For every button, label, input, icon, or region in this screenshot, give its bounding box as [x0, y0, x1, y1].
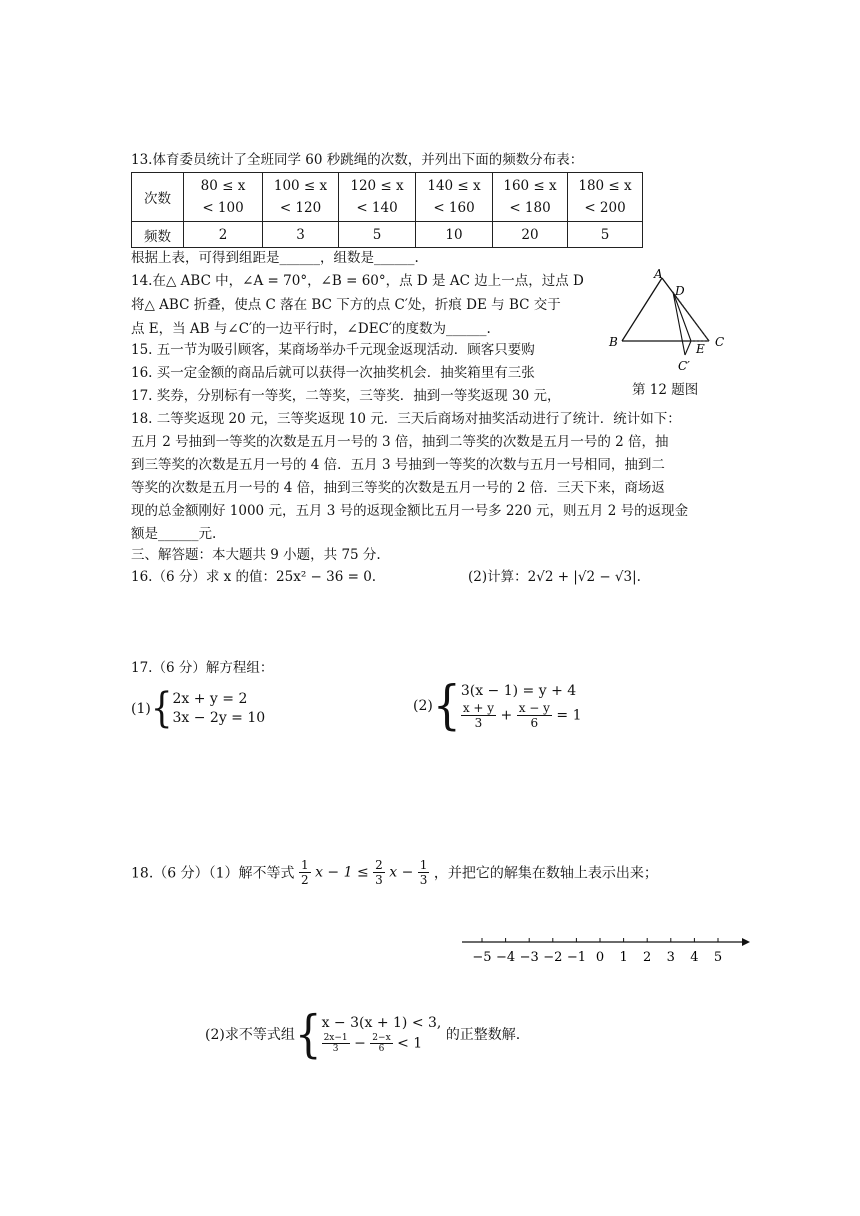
- label-d: D: [675, 284, 685, 298]
- freq-cell: 20: [493, 222, 568, 248]
- freq-cell: 2: [184, 222, 263, 248]
- fraction: $\frac{x - y}{6}$: [518, 701, 550, 730]
- fraction: $\frac{2x-1}{3}$: [323, 1033, 348, 1054]
- axis-tick-label: 2: [643, 950, 652, 965]
- q13-after: 根据上表，可得到组距是______，组数是______.: [131, 250, 419, 266]
- range-cell: 100 ≤ x < 120: [263, 173, 339, 222]
- q15-line6: 到三等奖的次数是五月一号的 4 倍．五月 3 号抽到一等奖的次数与五月一号相同，抽到二: [131, 457, 665, 473]
- fraction: $\frac{1}{3}$: [419, 858, 428, 887]
- axis-tick-label: 0: [595, 950, 605, 965]
- axis-tick-label: −3: [519, 950, 539, 965]
- q17-p1-eq1: 2x + y = 2: [172, 691, 248, 707]
- freq-cell: 10: [416, 222, 493, 248]
- q18-part1: 18.（6 分）（1）解不等式 $\frac{1}{2}$ x − 1 ≤ $\frac{2}{3}$ x − $\frac{1}{3}$ ，并把它的解集在数轴上表示出来；: [131, 858, 658, 887]
- freq-cell: 5: [339, 222, 416, 248]
- range-cell: 160 ≤ x < 180: [493, 173, 568, 222]
- q15-line7: 等奖的次数是五月一号的 4 倍，抽到三等奖的次数是五月一号的 2 倍．三天下来，商场返: [131, 480, 665, 496]
- axis-tick-label: −4: [496, 950, 516, 965]
- fraction: $\frac{2}{3}$: [375, 858, 383, 887]
- q15-line9: 额是______元.: [131, 526, 217, 542]
- axis-tick-label: 3: [666, 950, 675, 965]
- label-e: E: [696, 342, 705, 356]
- q16-part1: 16.（6 分）求 x 的值：25x² − 36 = 0.: [131, 569, 377, 585]
- triangle-figure: [605, 268, 730, 378]
- q17-p2-eq1: 3(x − 1) = y + 4: [460, 683, 577, 699]
- freq-cell: 3: [263, 222, 339, 248]
- q14-line3: 点 E，当 AB 与∠C′的一边平行时，∠DEC′的度数为______.: [131, 321, 491, 337]
- freq-cell: 5: [568, 222, 643, 248]
- axis-tick-label: −2: [543, 950, 563, 965]
- section-heading: 三、解答题：本大题共 9 小题，共 75 分.: [131, 547, 381, 563]
- range-cell: 120 ≤ x < 140: [339, 173, 416, 222]
- q17-title: 17.（6 分）解方程组：: [131, 660, 274, 676]
- q18-part2: (2)求不等式组{ x − 3(x + 1) < 3, $\frac{2x-1}{3}$ − $\frac{2-x}{6}$ < 1 的正整数解.: [205, 1004, 521, 1063]
- range-cell: 140 ≤ x < 160: [416, 173, 493, 222]
- label-a: A: [654, 268, 663, 281]
- q15-line1: 15. 五一节为吸引顾客，某商场举办千元现金返现活动．顾客只要购: [131, 342, 535, 358]
- fraction: $\frac{x + y}{3}$: [462, 701, 495, 730]
- q15-line2: 16. 买一定金额的商品后就可以获得一次抽奖机会．抽奖箱里有三张: [131, 365, 535, 381]
- fraction: $\frac{1}{2}$: [300, 858, 309, 887]
- q18-p2-eq1: x − 3(x + 1) < 3,: [321, 1015, 442, 1031]
- q15-line4: 18. 二等奖返现 20 元，三等奖返现 10 元．三天后商场对抽奖活动进行了统计．统计如下：: [131, 411, 681, 427]
- q15-line5: 五月 2 号抽到一等奖的次数是五月一号的 3 倍，抽到二等奖的次数是五月一号的 2 倍，抽: [131, 434, 669, 450]
- table-row: [132, 222, 643, 248]
- figure-caption: 第 12 题图: [632, 382, 699, 398]
- axis-tick-label: 5: [713, 950, 723, 965]
- axis-tick-label: −1: [566, 950, 586, 965]
- axis-tick-label: 4: [690, 950, 699, 965]
- row-label-count: 次数: [132, 173, 184, 222]
- q16-part2: (2)计算：2√2 + |√2 − √3|.: [468, 569, 641, 585]
- table-row: [132, 173, 643, 222]
- label-c: C: [715, 335, 725, 349]
- q17-p1-label: (1): [131, 701, 151, 717]
- q13-intro: 13.体育委员统计了全班同学 60 秒跳绳的次数，并列出下面的频数分布表：: [131, 152, 584, 168]
- axis-tick-label: −5: [472, 950, 492, 965]
- number-line: [458, 932, 756, 968]
- q14-line1: 14.在△ ABC 中，∠A = 70°，∠B = 60°，点 D 是 AC 边上一点，过点 D: [131, 273, 584, 289]
- axis-tick-label: 1: [619, 950, 628, 965]
- q15-line3: 17. 奖券，分别标有一等奖，二等奖，三等奖．抽到一等奖返现 30 元，: [131, 388, 561, 404]
- brace-icon: {: [150, 685, 173, 733]
- range-cell: 80 ≤ x < 100: [184, 173, 263, 222]
- frequency-table: [131, 172, 643, 248]
- brace-icon: {: [432, 674, 461, 736]
- brace-icon: {: [294, 1004, 322, 1063]
- q17-p2-label: (2): [413, 698, 433, 714]
- q17-system-2: (2){ 3(x − 1) = y + 4 $\frac{x + y}{3}$ + $\frac{x - y}{6}$ = 1: [413, 674, 582, 736]
- fraction: $\frac{2-x}{6}$: [372, 1033, 391, 1054]
- q14-line2: 将△ ABC 折叠，使点 C 落在 BC 下方的点 C′处，折痕 DE 与 BC 交于: [131, 297, 561, 313]
- row-label-frequency: 频数: [132, 222, 184, 248]
- range-cell: 180 ≤ x < 200: [568, 173, 643, 222]
- label-b: B: [609, 335, 618, 349]
- q17-p1-eq2: 3x − 2y = 10: [172, 710, 266, 726]
- label-c-prime: C′: [678, 359, 690, 373]
- q17-system-1: [131, 685, 266, 733]
- q15-line8: 现的总金额刚好 1000 元，五月 3 号的返现金额比五月一号多 220 元，则五月 2 号的返现金: [131, 503, 689, 519]
